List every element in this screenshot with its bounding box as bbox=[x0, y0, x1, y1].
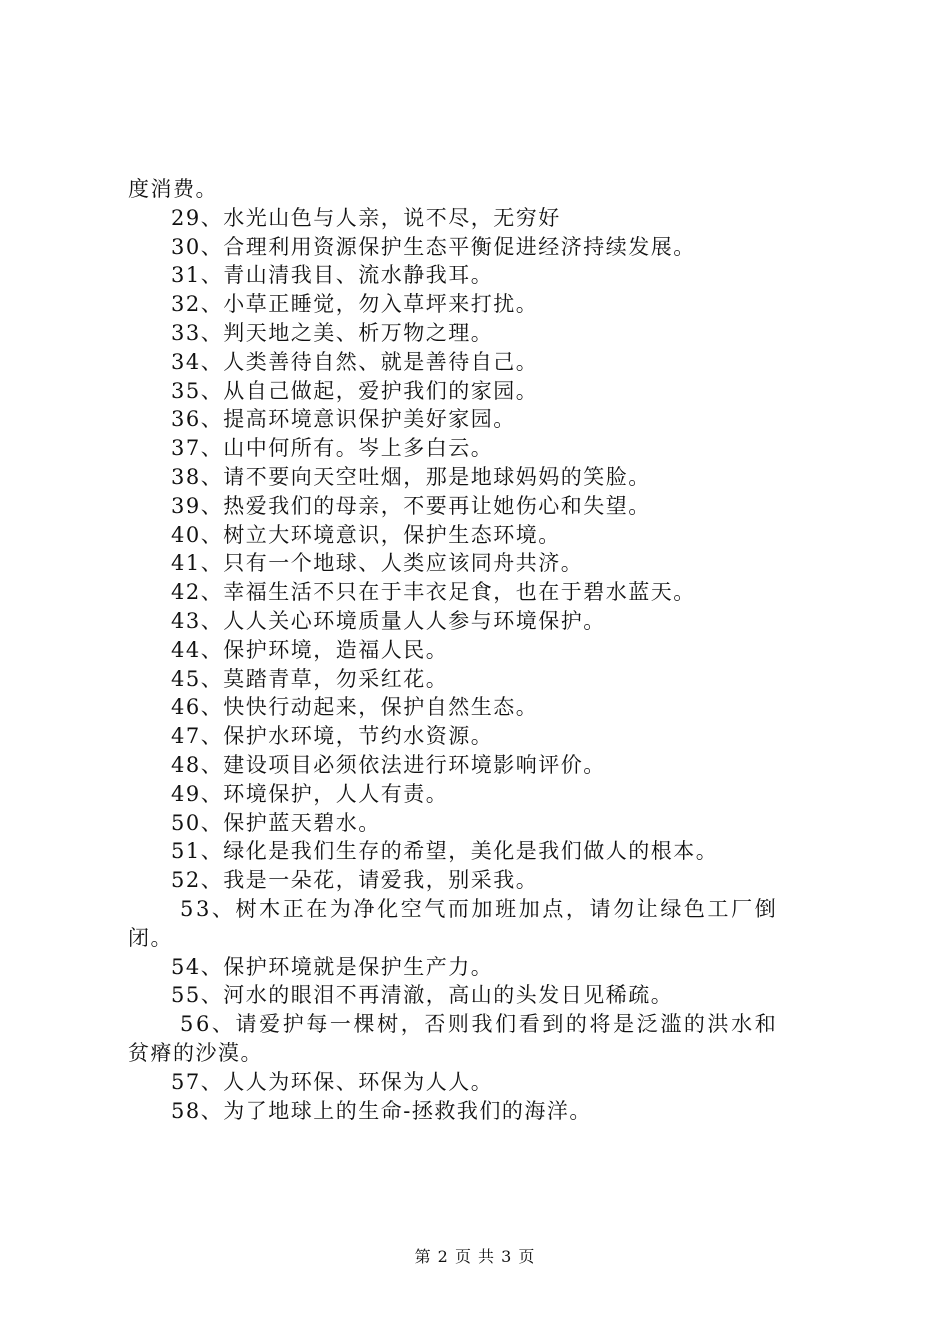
text-line: 33、判天地之美、析万物之理。 bbox=[171, 320, 494, 345]
text-line: 30、合理利用资源保护生态平衡促进经济持续发展。 bbox=[171, 234, 696, 259]
text-line: 43、人人关心环境质量人人参与环境保护。 bbox=[171, 608, 606, 633]
text-line: 58、为了地球上的生命-拯救我们的海洋。 bbox=[171, 1098, 592, 1123]
text-line: 29、水光山色与人亲，说不尽，无穷好 bbox=[171, 205, 561, 230]
text-line: 36、提高环境意识保护美好家园。 bbox=[171, 407, 516, 432]
text-line: 55、河水的眼泪不再清澈，高山的头发日见稀疏。 bbox=[171, 983, 674, 1008]
text-line: 40、树立大环境意识，保护生态环境。 bbox=[171, 522, 561, 547]
text-line: 35、从自己做起，爱护我们的家园。 bbox=[171, 378, 539, 403]
text-line: 51、绿化是我们生存的希望，美化是我们做人的根本。 bbox=[171, 839, 719, 864]
text-line: 38、请不要向天空吐烟，那是地球妈妈的笑脸。 bbox=[171, 464, 651, 489]
text-line: 39、热爱我们的母亲，不要再让她伤心和失望。 bbox=[171, 493, 651, 518]
text-line: 44、保护环境，造福人民。 bbox=[171, 637, 449, 662]
text-line: 34、人类善待自然、就是善待自己。 bbox=[171, 349, 539, 374]
text-line: 49、环境保护，人人有责。 bbox=[171, 781, 449, 806]
text-line: 闭。 bbox=[128, 925, 173, 950]
text-line: 31、青山清我目、流水静我耳。 bbox=[171, 263, 494, 288]
text-line: 贫瘠的沙漠。 bbox=[128, 1040, 263, 1065]
text-line: 50、保护蓝天碧水。 bbox=[171, 810, 381, 835]
document-body bbox=[128, 175, 834, 1125]
text-line: 47、保护水环境，节约水资源。 bbox=[171, 724, 494, 749]
text-line: 48、建设项目必须依法进行环境影响评价。 bbox=[171, 752, 606, 777]
text-line: 42、幸福生活不只在于丰衣足食，也在于碧水蓝天。 bbox=[171, 580, 696, 605]
text-line: 56、请爱护每一棵树，否则我们看到的将是泛滥的洪水和 bbox=[180, 1012, 779, 1037]
text-line: 37、山中何所有。岑上多白云。 bbox=[171, 436, 494, 461]
text-line: 41、只有一个地球、人类应该同舟共济。 bbox=[171, 551, 584, 576]
text-line: 57、人人为环保、环保为人人。 bbox=[171, 1069, 494, 1094]
text-line: 54、保护环境就是保护生产力。 bbox=[171, 954, 494, 979]
text-line: 52、我是一朵花，请爱我，别采我。 bbox=[171, 868, 539, 893]
text-line: 45、莫踏青草，勿采红花。 bbox=[171, 666, 449, 691]
text-line: 53、树木正在为净化空气而加班加点，请勿让绿色工厂倒 bbox=[180, 896, 779, 921]
text-line: 46、快快行动起来，保护自然生态。 bbox=[171, 695, 539, 720]
text-line: 32、小草正睡觉，勿入草坪来打扰。 bbox=[171, 292, 539, 317]
text-line: 度消费。 bbox=[128, 177, 218, 201]
page-footer: 第 2 页 共 3 页 bbox=[414, 1247, 536, 1266]
